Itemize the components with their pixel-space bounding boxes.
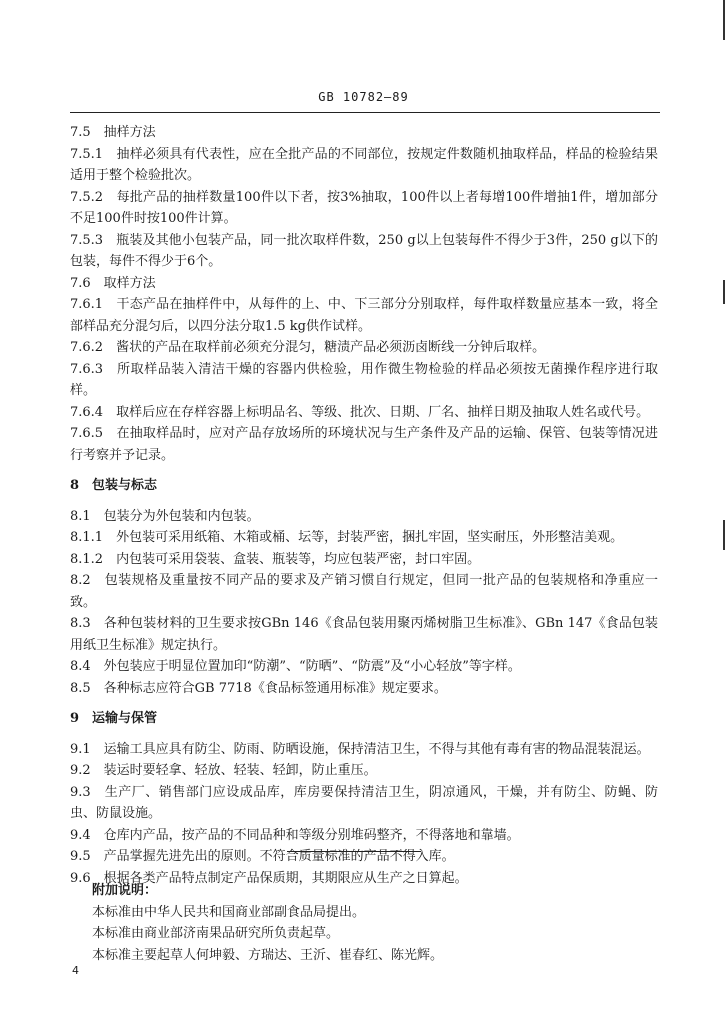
clause-8-3: 8.3 各种包装材料的卫生要求按GBn 146《食品包装用聚丙烯树脂卫生标准》、GBn 147《食品包装用纸卫生标准》规定执行。	[70, 616, 658, 653]
clause-7-5: 7.5 抽样方法	[70, 125, 156, 140]
page-number: 4	[72, 964, 79, 977]
scan-edge-mark	[723, 0, 725, 40]
clause-9-6: 9.6 根据各类产品特点制定产品保质期，其期限应从生产之日算起。	[70, 870, 468, 886]
clause-7-6-1: 7.6.1 干态产品在抽样件中，从每件的上、中、下三部分分别取样，每件取样数量应基本一致，将全部样品充分混匀后，以四分法分取1.5 kg供作试样。	[70, 297, 658, 334]
clause-8-1: 8.1 包装分为外包装和内包装。	[70, 508, 260, 524]
note-line: 本标准由商业部济南果品研究所负责起草。	[92, 926, 340, 941]
header-divider	[70, 112, 660, 113]
clause-8-4: 8.4 外包装应于明显位置加印“防潮”、“防晒”、“防震”及“小心轻放”等字样。	[70, 659, 521, 674]
scan-edge-mark	[723, 520, 725, 550]
note-line: 本标准由中华人民共和国商业部副食品局提出。	[92, 904, 366, 920]
spacer	[70, 732, 658, 739]
clause-8-5: 8.5 各种标志应符合GB 7718《食品标签通用标准》规定要求。	[70, 680, 447, 696]
clause-9-2: 9.2 装运时要轻拿、轻放、轻装、轻卸，防止重压。	[70, 763, 377, 778]
section-9-heading: 9 运输与保管	[70, 711, 158, 726]
clause-7-5-2: 7.5.2 每批产品的抽样数量100件以下者，按3%抽取，100件以上者每增100件增抽1件，增加部分不足100件时按100件计算。	[70, 189, 658, 226]
section-8-heading: 8 包装与标志	[70, 478, 158, 493]
clause-7-6-2: 7.6.2 酱状的产品在取样前必须充分混匀，糖渍产品必须沥卤断线一分钟后取样。	[70, 340, 546, 355]
page-header: GB 10782—89	[318, 90, 409, 104]
end-divider	[287, 851, 421, 852]
note-line: 本标准主要起草人何坤毅、方瑞达、王沂、崔春红、陈光辉。	[92, 947, 444, 963]
clause-7-5-3: 7.5.3 瓶装及其他小包装产品，同一批次取样件数，250 g以上包装每件不得少于3件，250 g以下的包装，每件不得少于6个。	[70, 232, 658, 269]
clause-7-6-3: 7.6.3 所取样品装入清洁干燥的容器内供检验，用作微生物检验的样品必须按无菌操作程序进行取样。	[70, 361, 658, 398]
clause-8-1-2: 8.1.2 内包装可采用袋装、盒装、瓶装等，均应包装严密，封口牢固。	[70, 551, 481, 567]
body-text	[70, 122, 658, 889]
clause-9-5: 9.5 产品掌握先进先出的原则。不符合质量标准的产品不得入库。	[70, 849, 455, 864]
clause-7-6-5: 7.6.5 在抽取样品时，应对产品存放场所的环境状况与生产条件及产品的运输、保管、包装等情况进行考察并予记录。	[70, 426, 658, 463]
clause-9-4: 9.4 仓库内产品，按产品的不同品种和等级分别堆码整齐，不得落地和靠墙。	[70, 827, 520, 843]
clause-8-2: 8.2 包装规格及重量按不同产品的要求及产销习惯自行规定，但同一批产品的包装规格和净重应一致。	[70, 573, 658, 610]
clause-9-3: 9.3 生产厂、销售部门应设成品库，库房要保持清洁卫生，阴凉通风，干燥，并有防尘、防蝇、防虫、防鼠设施。	[70, 784, 658, 821]
clause-7-6: 7.6 取样方法	[70, 275, 156, 291]
clause-9-1: 9.1 运输工具应具有防尘、防雨、防晒设施，保持清洁卫生，不得与其他有毒有害的物品混装混运。	[70, 741, 650, 757]
clause-7-5-1: 7.5.1 抽样必须具有代表性，应在全批产品的不同部位，按规定件数随机抽取样品，样品的检验结果适用于整个检验批次。	[70, 146, 658, 183]
spacer	[70, 466, 658, 473]
note-title: 附加说明：	[92, 883, 158, 898]
clause-8-1-1: 8.1.1 外包装可采用纸箱、木箱或桶、坛等，封装严密，捆扎牢固，坚实耐压，外形整洁美观。	[70, 530, 624, 545]
spacer	[70, 699, 658, 706]
scan-edge-mark	[723, 280, 725, 304]
clause-7-6-4: 7.6.4 取样后应在存样容器上标明品名、等级、批次、日期、厂名、抽样日期及抽取人姓名或代号。	[70, 404, 650, 420]
spacer	[70, 499, 658, 506]
additional-notes	[92, 880, 652, 966]
